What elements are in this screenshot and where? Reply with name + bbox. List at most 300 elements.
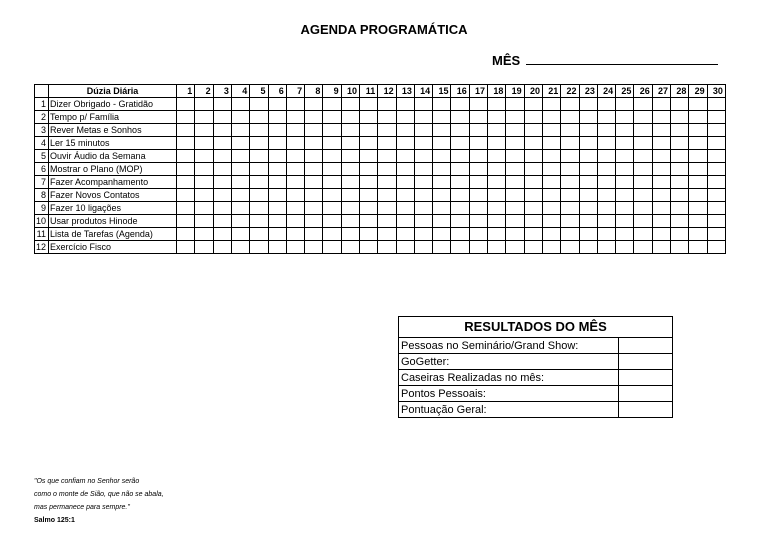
day-check-cell[interactable] (359, 189, 377, 202)
day-check-cell[interactable] (414, 124, 432, 137)
day-check-cell[interactable] (542, 215, 560, 228)
day-check-cell[interactable] (616, 111, 634, 124)
day-check-cell[interactable] (689, 111, 707, 124)
day-check-cell[interactable] (634, 150, 652, 163)
day-check-cell[interactable] (414, 137, 432, 150)
day-check-cell[interactable] (597, 176, 615, 189)
day-check-cell[interactable] (451, 137, 469, 150)
day-check-cell[interactable] (305, 98, 323, 111)
day-check-cell[interactable] (579, 241, 597, 254)
day-check-cell[interactable] (689, 189, 707, 202)
day-check-cell[interactable] (652, 137, 670, 150)
month-blank-line[interactable] (526, 54, 718, 65)
day-check-cell[interactable] (597, 215, 615, 228)
day-check-cell[interactable] (414, 228, 432, 241)
day-check-cell[interactable] (341, 137, 359, 150)
day-check-cell[interactable] (616, 241, 634, 254)
day-check-cell[interactable] (561, 241, 579, 254)
day-check-cell[interactable] (286, 215, 304, 228)
day-check-cell[interactable] (579, 215, 597, 228)
day-check-cell[interactable] (634, 111, 652, 124)
day-check-cell[interactable] (488, 137, 506, 150)
day-check-cell[interactable] (414, 163, 432, 176)
day-check-cell[interactable] (359, 215, 377, 228)
day-check-cell[interactable] (488, 111, 506, 124)
day-check-cell[interactable] (561, 202, 579, 215)
day-check-cell[interactable] (213, 189, 231, 202)
day-check-cell[interactable] (323, 189, 341, 202)
day-check-cell[interactable] (396, 228, 414, 241)
day-check-cell[interactable] (305, 228, 323, 241)
day-check-cell[interactable] (579, 98, 597, 111)
day-check-cell[interactable] (231, 241, 249, 254)
day-check-cell[interactable] (323, 176, 341, 189)
day-check-cell[interactable] (286, 98, 304, 111)
day-check-cell[interactable] (671, 202, 689, 215)
day-check-cell[interactable] (469, 163, 487, 176)
day-check-cell[interactable] (561, 124, 579, 137)
day-check-cell[interactable] (652, 124, 670, 137)
day-check-cell[interactable] (542, 137, 560, 150)
day-check-cell[interactable] (561, 163, 579, 176)
day-check-cell[interactable] (671, 241, 689, 254)
day-check-cell[interactable] (542, 189, 560, 202)
day-check-cell[interactable] (195, 163, 213, 176)
day-check-cell[interactable] (341, 176, 359, 189)
day-check-cell[interactable] (305, 215, 323, 228)
result-value-cell[interactable] (619, 402, 673, 418)
day-check-cell[interactable] (359, 241, 377, 254)
day-check-cell[interactable] (506, 176, 524, 189)
result-value-cell[interactable] (619, 338, 673, 354)
day-check-cell[interactable] (359, 137, 377, 150)
day-check-cell[interactable] (433, 241, 451, 254)
day-check-cell[interactable] (286, 202, 304, 215)
day-check-cell[interactable] (616, 98, 634, 111)
day-check-cell[interactable] (469, 98, 487, 111)
day-check-cell[interactable] (579, 189, 597, 202)
day-check-cell[interactable] (451, 163, 469, 176)
day-check-cell[interactable] (177, 241, 195, 254)
day-check-cell[interactable] (542, 202, 560, 215)
day-check-cell[interactable] (231, 111, 249, 124)
day-check-cell[interactable] (671, 98, 689, 111)
day-check-cell[interactable] (652, 111, 670, 124)
day-check-cell[interactable] (359, 111, 377, 124)
day-check-cell[interactable] (378, 150, 396, 163)
day-check-cell[interactable] (634, 137, 652, 150)
day-check-cell[interactable] (305, 150, 323, 163)
day-check-cell[interactable] (561, 215, 579, 228)
day-check-cell[interactable] (177, 137, 195, 150)
day-check-cell[interactable] (213, 150, 231, 163)
day-check-cell[interactable] (689, 163, 707, 176)
day-check-cell[interactable] (250, 137, 268, 150)
day-check-cell[interactable] (561, 150, 579, 163)
day-check-cell[interactable] (561, 189, 579, 202)
result-value-cell[interactable] (619, 386, 673, 402)
day-check-cell[interactable] (579, 202, 597, 215)
day-check-cell[interactable] (561, 111, 579, 124)
day-check-cell[interactable] (396, 137, 414, 150)
day-check-cell[interactable] (488, 215, 506, 228)
day-check-cell[interactable] (414, 202, 432, 215)
day-check-cell[interactable] (524, 176, 542, 189)
day-check-cell[interactable] (488, 228, 506, 241)
day-check-cell[interactable] (195, 176, 213, 189)
day-check-cell[interactable] (378, 137, 396, 150)
day-check-cell[interactable] (268, 163, 286, 176)
day-check-cell[interactable] (542, 163, 560, 176)
day-check-cell[interactable] (305, 137, 323, 150)
day-check-cell[interactable] (707, 150, 725, 163)
day-check-cell[interactable] (506, 98, 524, 111)
day-check-cell[interactable] (524, 163, 542, 176)
day-check-cell[interactable] (286, 150, 304, 163)
day-check-cell[interactable] (414, 111, 432, 124)
day-check-cell[interactable] (634, 241, 652, 254)
day-check-cell[interactable] (195, 124, 213, 137)
day-check-cell[interactable] (616, 137, 634, 150)
day-check-cell[interactable] (488, 124, 506, 137)
day-check-cell[interactable] (268, 176, 286, 189)
day-check-cell[interactable] (652, 189, 670, 202)
day-check-cell[interactable] (231, 98, 249, 111)
day-check-cell[interactable] (378, 202, 396, 215)
day-check-cell[interactable] (524, 124, 542, 137)
day-check-cell[interactable] (195, 228, 213, 241)
day-check-cell[interactable] (359, 98, 377, 111)
day-check-cell[interactable] (671, 124, 689, 137)
day-check-cell[interactable] (488, 202, 506, 215)
day-check-cell[interactable] (469, 228, 487, 241)
day-check-cell[interactable] (524, 150, 542, 163)
day-check-cell[interactable] (689, 98, 707, 111)
day-check-cell[interactable] (689, 215, 707, 228)
day-check-cell[interactable] (634, 163, 652, 176)
day-check-cell[interactable] (213, 137, 231, 150)
day-check-cell[interactable] (359, 124, 377, 137)
day-check-cell[interactable] (286, 241, 304, 254)
day-check-cell[interactable] (250, 176, 268, 189)
day-check-cell[interactable] (396, 111, 414, 124)
day-check-cell[interactable] (524, 111, 542, 124)
day-check-cell[interactable] (579, 124, 597, 137)
day-check-cell[interactable] (506, 202, 524, 215)
day-check-cell[interactable] (250, 241, 268, 254)
result-value-cell[interactable] (619, 370, 673, 386)
day-check-cell[interactable] (707, 215, 725, 228)
day-check-cell[interactable] (524, 98, 542, 111)
day-check-cell[interactable] (177, 215, 195, 228)
day-check-cell[interactable] (451, 228, 469, 241)
day-check-cell[interactable] (616, 163, 634, 176)
day-check-cell[interactable] (634, 98, 652, 111)
day-check-cell[interactable] (469, 137, 487, 150)
day-check-cell[interactable] (524, 215, 542, 228)
day-check-cell[interactable] (634, 189, 652, 202)
day-check-cell[interactable] (177, 228, 195, 241)
day-check-cell[interactable] (341, 228, 359, 241)
day-check-cell[interactable] (396, 176, 414, 189)
day-check-cell[interactable] (250, 163, 268, 176)
day-check-cell[interactable] (469, 189, 487, 202)
day-check-cell[interactable] (195, 137, 213, 150)
day-check-cell[interactable] (268, 202, 286, 215)
day-check-cell[interactable] (542, 150, 560, 163)
day-check-cell[interactable] (177, 150, 195, 163)
day-check-cell[interactable] (597, 241, 615, 254)
day-check-cell[interactable] (286, 228, 304, 241)
day-check-cell[interactable] (305, 241, 323, 254)
day-check-cell[interactable] (268, 111, 286, 124)
day-check-cell[interactable] (231, 202, 249, 215)
day-check-cell[interactable] (341, 163, 359, 176)
day-check-cell[interactable] (231, 124, 249, 137)
day-check-cell[interactable] (561, 137, 579, 150)
day-check-cell[interactable] (286, 176, 304, 189)
day-check-cell[interactable] (177, 189, 195, 202)
day-check-cell[interactable] (359, 176, 377, 189)
day-check-cell[interactable] (579, 137, 597, 150)
day-check-cell[interactable] (213, 111, 231, 124)
day-check-cell[interactable] (451, 176, 469, 189)
day-check-cell[interactable] (231, 163, 249, 176)
day-check-cell[interactable] (433, 202, 451, 215)
day-check-cell[interactable] (341, 98, 359, 111)
day-check-cell[interactable] (323, 124, 341, 137)
day-check-cell[interactable] (561, 176, 579, 189)
day-check-cell[interactable] (341, 150, 359, 163)
day-check-cell[interactable] (396, 202, 414, 215)
day-check-cell[interactable] (488, 98, 506, 111)
day-check-cell[interactable] (652, 202, 670, 215)
day-check-cell[interactable] (469, 241, 487, 254)
day-check-cell[interactable] (359, 228, 377, 241)
day-check-cell[interactable] (506, 215, 524, 228)
day-check-cell[interactable] (652, 215, 670, 228)
day-check-cell[interactable] (689, 150, 707, 163)
day-check-cell[interactable] (634, 228, 652, 241)
day-check-cell[interactable] (433, 124, 451, 137)
day-check-cell[interactable] (250, 111, 268, 124)
day-check-cell[interactable] (177, 111, 195, 124)
day-check-cell[interactable] (707, 137, 725, 150)
day-check-cell[interactable] (414, 150, 432, 163)
day-check-cell[interactable] (634, 215, 652, 228)
day-check-cell[interactable] (579, 163, 597, 176)
day-check-cell[interactable] (579, 176, 597, 189)
day-check-cell[interactable] (213, 241, 231, 254)
day-check-cell[interactable] (323, 137, 341, 150)
day-check-cell[interactable] (652, 228, 670, 241)
day-check-cell[interactable] (579, 150, 597, 163)
day-check-cell[interactable] (268, 124, 286, 137)
day-check-cell[interactable] (213, 202, 231, 215)
day-check-cell[interactable] (305, 124, 323, 137)
day-check-cell[interactable] (305, 163, 323, 176)
day-check-cell[interactable] (469, 150, 487, 163)
day-check-cell[interactable] (231, 228, 249, 241)
day-check-cell[interactable] (542, 98, 560, 111)
day-check-cell[interactable] (213, 163, 231, 176)
day-check-cell[interactable] (488, 150, 506, 163)
day-check-cell[interactable] (323, 241, 341, 254)
day-check-cell[interactable] (250, 215, 268, 228)
day-check-cell[interactable] (634, 176, 652, 189)
day-check-cell[interactable] (231, 137, 249, 150)
day-check-cell[interactable] (213, 98, 231, 111)
day-check-cell[interactable] (451, 150, 469, 163)
day-check-cell[interactable] (195, 241, 213, 254)
day-check-cell[interactable] (433, 137, 451, 150)
result-value-cell[interactable] (619, 354, 673, 370)
day-check-cell[interactable] (652, 150, 670, 163)
day-check-cell[interactable] (305, 176, 323, 189)
day-check-cell[interactable] (177, 176, 195, 189)
day-check-cell[interactable] (707, 163, 725, 176)
day-check-cell[interactable] (396, 98, 414, 111)
day-check-cell[interactable] (268, 98, 286, 111)
day-check-cell[interactable] (542, 176, 560, 189)
day-check-cell[interactable] (359, 150, 377, 163)
day-check-cell[interactable] (616, 150, 634, 163)
day-check-cell[interactable] (195, 215, 213, 228)
day-check-cell[interactable] (506, 150, 524, 163)
day-check-cell[interactable] (506, 189, 524, 202)
day-check-cell[interactable] (707, 241, 725, 254)
day-check-cell[interactable] (414, 176, 432, 189)
day-check-cell[interactable] (250, 202, 268, 215)
day-check-cell[interactable] (323, 163, 341, 176)
day-check-cell[interactable] (323, 228, 341, 241)
day-check-cell[interactable] (616, 124, 634, 137)
day-check-cell[interactable] (378, 124, 396, 137)
day-check-cell[interactable] (597, 163, 615, 176)
day-check-cell[interactable] (597, 98, 615, 111)
day-check-cell[interactable] (707, 202, 725, 215)
day-check-cell[interactable] (433, 98, 451, 111)
day-check-cell[interactable] (341, 215, 359, 228)
day-check-cell[interactable] (506, 124, 524, 137)
day-check-cell[interactable] (689, 241, 707, 254)
day-check-cell[interactable] (433, 189, 451, 202)
day-check-cell[interactable] (433, 163, 451, 176)
day-check-cell[interactable] (671, 163, 689, 176)
day-check-cell[interactable] (689, 202, 707, 215)
day-check-cell[interactable] (250, 150, 268, 163)
day-check-cell[interactable] (286, 137, 304, 150)
day-check-cell[interactable] (286, 124, 304, 137)
day-check-cell[interactable] (506, 241, 524, 254)
day-check-cell[interactable] (671, 215, 689, 228)
day-check-cell[interactable] (268, 215, 286, 228)
day-check-cell[interactable] (396, 150, 414, 163)
day-check-cell[interactable] (250, 189, 268, 202)
day-check-cell[interactable] (231, 215, 249, 228)
day-check-cell[interactable] (305, 202, 323, 215)
day-check-cell[interactable] (414, 215, 432, 228)
day-check-cell[interactable] (195, 150, 213, 163)
day-check-cell[interactable] (469, 111, 487, 124)
day-check-cell[interactable] (305, 189, 323, 202)
day-check-cell[interactable] (433, 150, 451, 163)
day-check-cell[interactable] (195, 202, 213, 215)
day-check-cell[interactable] (652, 241, 670, 254)
day-check-cell[interactable] (378, 189, 396, 202)
day-check-cell[interactable] (451, 124, 469, 137)
day-check-cell[interactable] (323, 150, 341, 163)
day-check-cell[interactable] (213, 215, 231, 228)
day-check-cell[interactable] (689, 124, 707, 137)
day-check-cell[interactable] (378, 98, 396, 111)
day-check-cell[interactable] (378, 163, 396, 176)
day-check-cell[interactable] (396, 163, 414, 176)
day-check-cell[interactable] (378, 228, 396, 241)
day-check-cell[interactable] (671, 176, 689, 189)
day-check-cell[interactable] (542, 241, 560, 254)
day-check-cell[interactable] (378, 241, 396, 254)
day-check-cell[interactable] (341, 111, 359, 124)
day-check-cell[interactable] (231, 189, 249, 202)
day-check-cell[interactable] (286, 189, 304, 202)
day-check-cell[interactable] (542, 124, 560, 137)
day-check-cell[interactable] (542, 228, 560, 241)
day-check-cell[interactable] (195, 111, 213, 124)
day-check-cell[interactable] (268, 228, 286, 241)
day-check-cell[interactable] (652, 176, 670, 189)
day-check-cell[interactable] (506, 111, 524, 124)
day-check-cell[interactable] (268, 189, 286, 202)
day-check-cell[interactable] (524, 202, 542, 215)
day-check-cell[interactable] (378, 111, 396, 124)
day-check-cell[interactable] (707, 189, 725, 202)
day-check-cell[interactable] (616, 228, 634, 241)
day-check-cell[interactable] (671, 137, 689, 150)
day-check-cell[interactable] (524, 241, 542, 254)
day-check-cell[interactable] (469, 202, 487, 215)
day-check-cell[interactable] (341, 189, 359, 202)
day-check-cell[interactable] (634, 202, 652, 215)
day-check-cell[interactable] (488, 176, 506, 189)
day-check-cell[interactable] (524, 189, 542, 202)
day-check-cell[interactable] (323, 215, 341, 228)
day-check-cell[interactable] (451, 189, 469, 202)
day-check-cell[interactable] (286, 163, 304, 176)
day-check-cell[interactable] (597, 228, 615, 241)
day-check-cell[interactable] (616, 176, 634, 189)
day-check-cell[interactable] (323, 98, 341, 111)
day-check-cell[interactable] (250, 124, 268, 137)
day-check-cell[interactable] (433, 176, 451, 189)
day-check-cell[interactable] (689, 228, 707, 241)
day-check-cell[interactable] (597, 150, 615, 163)
day-check-cell[interactable] (469, 215, 487, 228)
day-check-cell[interactable] (469, 176, 487, 189)
day-check-cell[interactable] (433, 215, 451, 228)
day-check-cell[interactable] (506, 137, 524, 150)
day-check-cell[interactable] (213, 228, 231, 241)
day-check-cell[interactable] (305, 111, 323, 124)
day-check-cell[interactable] (286, 111, 304, 124)
day-check-cell[interactable] (231, 150, 249, 163)
day-check-cell[interactable] (634, 124, 652, 137)
day-check-cell[interactable] (341, 241, 359, 254)
day-check-cell[interactable] (451, 111, 469, 124)
day-check-cell[interactable] (561, 228, 579, 241)
day-check-cell[interactable] (268, 241, 286, 254)
day-check-cell[interactable] (579, 111, 597, 124)
